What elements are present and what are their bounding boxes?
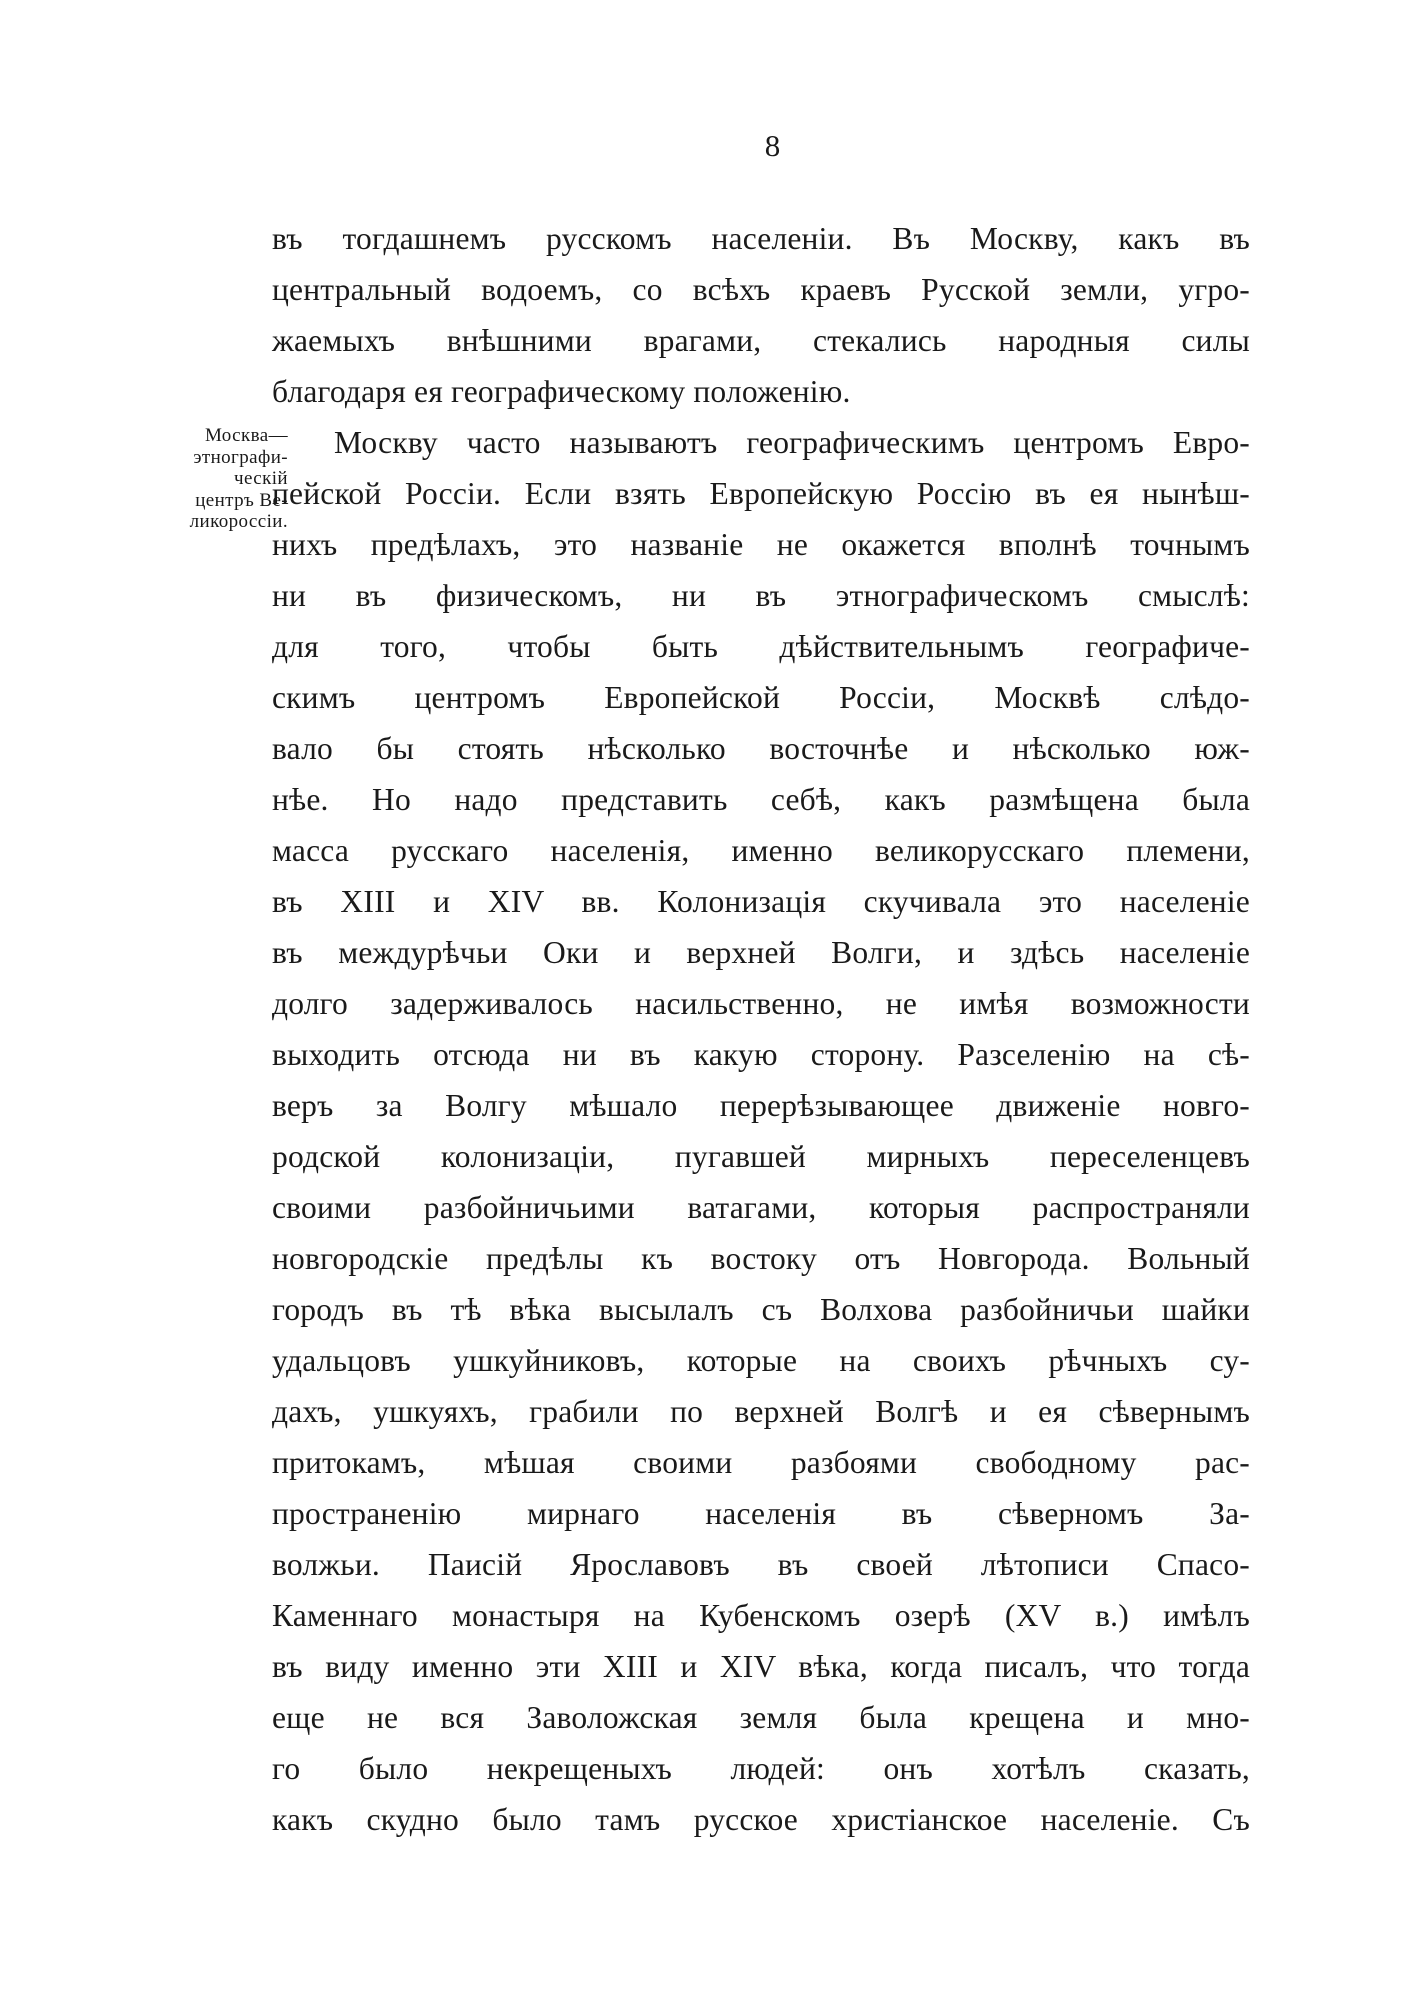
text-line: жаемыхъ внѣшними врагами, стекались народныя силы	[272, 323, 1250, 358]
text-line: городъ въ тѣ вѣка высылалъ съ Волхова разбойничьи шайки	[272, 1292, 1250, 1327]
paragraph	[272, 417, 1250, 1845]
text-line: удальцовъ ушкуйниковъ, которые на своихъ рѣчныхъ су-	[272, 1343, 1250, 1378]
text-line: новгородскіе предѣлы къ востоку отъ Новгорода. Вольный	[272, 1241, 1250, 1276]
body-text	[272, 213, 1250, 1845]
page-number: 8	[764, 128, 781, 163]
text-line: скимъ центромъ Европейской Россіи, Москвѣ слѣдо-	[272, 680, 1250, 715]
text-line: пейской Россіи. Если взять Европейскую Россію въ ея нынѣш-	[272, 476, 1250, 511]
text-line: въ виду именно эти XIII и XIV вѣка, когда писалъ, что тогда	[272, 1649, 1250, 1684]
text-line: пространенію мирнаго населенія въ сѣверномъ За-	[272, 1496, 1250, 1531]
margin-note-line: центръ Ве-	[195, 489, 288, 511]
text-line: въ междурѣчьи Оки и верхней Волги, и здѣсь населеніе	[272, 935, 1250, 970]
text-line: родской колонизаціи, пугавшей мирныхъ переселенцевъ	[272, 1139, 1250, 1174]
margin-note-line: ческій	[234, 468, 288, 489]
text-line: въ тогдашнемъ русскомъ населеніи. Въ Москву, какъ въ	[272, 221, 1250, 256]
text-line: нихъ предѣлахъ, это названіе не окажется вполнѣ точнымъ	[272, 527, 1250, 562]
text-line: своими разбойничьими ватагами, которыя распространяли	[272, 1190, 1250, 1225]
text-line: притокамъ, мѣшая своими разбоями свободному рас-	[272, 1445, 1250, 1480]
text-line: нѣе. Но надо представить себѣ, какъ размѣщена была	[272, 782, 1250, 817]
text-line: веръ за Волгу мѣшало перерѣзывающее движеніе новго-	[272, 1088, 1250, 1123]
text-line: волжьи. Паисій Ярославовъ въ своей лѣтописи Спасо-	[272, 1547, 1250, 1582]
margin-note	[128, 425, 288, 533]
text-line: для того, чтобы быть дѣйствительнымъ географиче-	[272, 629, 1250, 664]
text-line: Москву часто называютъ географическимъ центромъ Евро-	[334, 425, 1250, 460]
margin-note-line: этнографи-	[193, 446, 288, 468]
text-line: дахъ, ушкуяхъ, грабили по верхней Волгѣ и ея сѣвернымъ	[272, 1394, 1250, 1429]
text-line: масса русскаго населенія, именно великорусскаго племени,	[272, 833, 1250, 868]
text-line: выходить отсюда ни въ какую сторону. Разселенію на сѣ-	[272, 1037, 1250, 1072]
text-line: ни въ физическомъ, ни въ этнографическомъ смыслѣ:	[272, 578, 1250, 613]
text-line: благодаря ея географическому положенію.	[272, 374, 851, 409]
margin-note-line: Москва—	[204, 425, 288, 446]
text-line: долго задерживалось насильственно, не имѣя возможности	[272, 986, 1250, 1021]
text-line: центральный водоемъ, со всѣхъ краевъ Русской земли, угро-	[272, 272, 1250, 307]
text-line: го было некрещеныхъ людей: онъ хотѣлъ сказать,	[272, 1751, 1250, 1786]
text-line: вало бы стоять нѣсколько восточнѣе и нѣсколько юж-	[272, 731, 1250, 766]
text-line: въ XIII и XIV вв. Колонизація скучивала это населеніе	[272, 884, 1250, 919]
paragraph	[272, 213, 1250, 417]
text-line: еще не вся Заволожская земля была крещена и мно-	[272, 1700, 1250, 1735]
text-line: Каменнаго монастыря на Кубенскомъ озерѣ (XV в.) имѣлъ	[272, 1598, 1250, 1633]
margin-note-line: ликороссіи.	[189, 511, 288, 532]
text-line: какъ скудно было тамъ русское христіанское населеніе. Съ	[272, 1802, 1250, 1837]
